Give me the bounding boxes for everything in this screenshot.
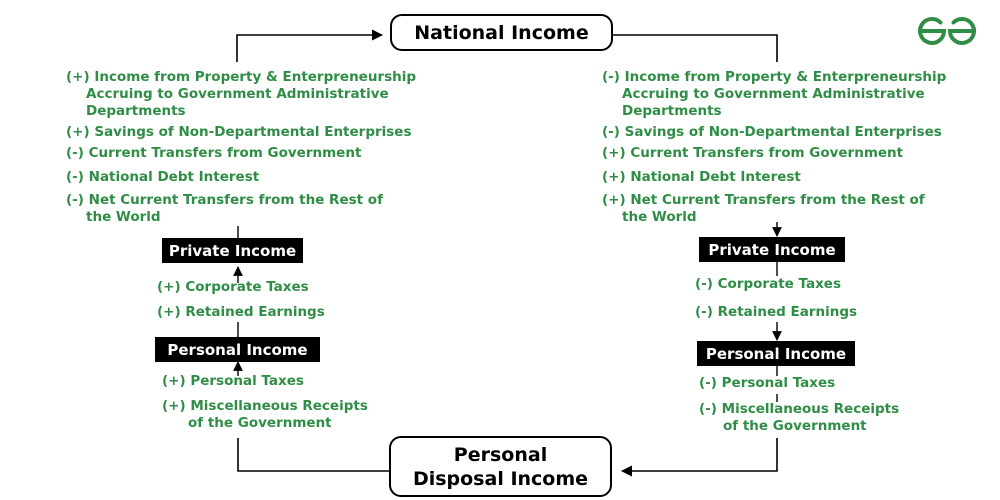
right-item-2-line1: (-) Savings of Non-Departmental Enterprises [602,124,942,140]
left-item-4 [66,169,259,186]
left-bottom-item-2-line1: (+) Miscellaneous Receipts [162,398,368,414]
left-mid-item-1 [157,279,309,296]
right-bottom-item-2-line1: (-) Miscellaneous Receipts [699,401,900,417]
left-item-3-line1: (-) Current Transfers from Government [66,145,362,161]
right-personal-income-label: Personal Income [705,344,847,363]
right-bottom-item-2 [699,401,899,435]
left-item-5 [66,192,383,226]
left-private-income-label: Private Income [168,241,297,260]
right-item-4 [602,169,801,186]
right-item-1-line3: Departments [622,103,722,119]
right-item-3-line1: (+) Current Transfers from Government [602,145,904,161]
right-mid-item-1-text: (-) Corporate Taxes [695,276,841,292]
left-bottom-item-2-line2: of the Government [188,415,332,431]
right-bottom-item-1-text: (-) Personal Taxes [699,375,836,391]
right-bottom-item-2-line2: of the Government [723,418,867,434]
left-bottom-item-2 [162,398,368,432]
flow-line-right-bottom [622,438,777,471]
personal-disposable-income-node [389,436,612,497]
left-item-5-line1: (-) Net Current Transfers from the Rest of [66,192,383,208]
right-item-2 [602,124,942,141]
right-mid-item-2-text: (-) Retained Earnings [695,304,858,320]
right-item-5-line2: the World [622,209,697,225]
flow-line-left-top [237,35,382,62]
left-item-1 [66,69,416,120]
flow-line-left-bottom [238,438,390,471]
left-mid-item-2-text: (+) Retained Earnings [157,304,325,320]
left-personal-income-label: Personal Income [167,340,308,359]
right-personal-income-node [697,341,855,366]
national-income-label: National Income [414,21,589,44]
right-item-5 [602,192,925,226]
left-item-3 [66,145,361,162]
personal-disposable-income-line2: Disposal Income [412,467,589,490]
right-item-1 [602,69,946,120]
left-item-5-line2: the World [86,209,161,225]
personal-disposable-income-line1: Personal [453,443,548,466]
left-bottom-item-1 [162,373,304,390]
right-bottom-item-1 [699,375,835,392]
right-item-3 [602,145,903,162]
right-mid-item-1 [695,276,841,293]
right-private-income-node [699,237,845,262]
left-item-1-line3: Departments [86,103,186,119]
left-item-2 [66,124,412,141]
national-income-node [390,14,613,51]
left-item-4-line1: (-) National Debt Interest [66,169,260,185]
left-mid-item-2 [157,304,325,321]
left-private-income-node [162,238,303,263]
right-item-1-line1: (-) Income from Property & Enterpreneurship [602,69,947,85]
left-item-1-line1: (+) Income from Property & Enterpreneurship [66,69,417,85]
left-mid-item-1-text: (+) Corporate Taxes [157,279,309,295]
right-item-1-line2: Accruing to Government Administrative [622,86,925,102]
right-item-4-line1: (+) National Debt Interest [602,169,801,185]
left-item-1-line2: Accruing to Government Administrative [86,86,389,102]
left-bottom-item-1-text: (+) Personal Taxes [162,373,304,389]
left-personal-income-node [155,337,320,362]
left-item-2-line1: (+) Savings of Non-Departmental Enterprises [66,124,412,140]
right-mid-item-2 [695,304,857,321]
right-item-5-line1: (+) Net Current Transfers from the Rest of [602,192,925,208]
gfg-logo-icon [916,14,978,46]
right-private-income-label: Private Income [708,240,836,259]
flow-line-right-top [612,35,777,62]
